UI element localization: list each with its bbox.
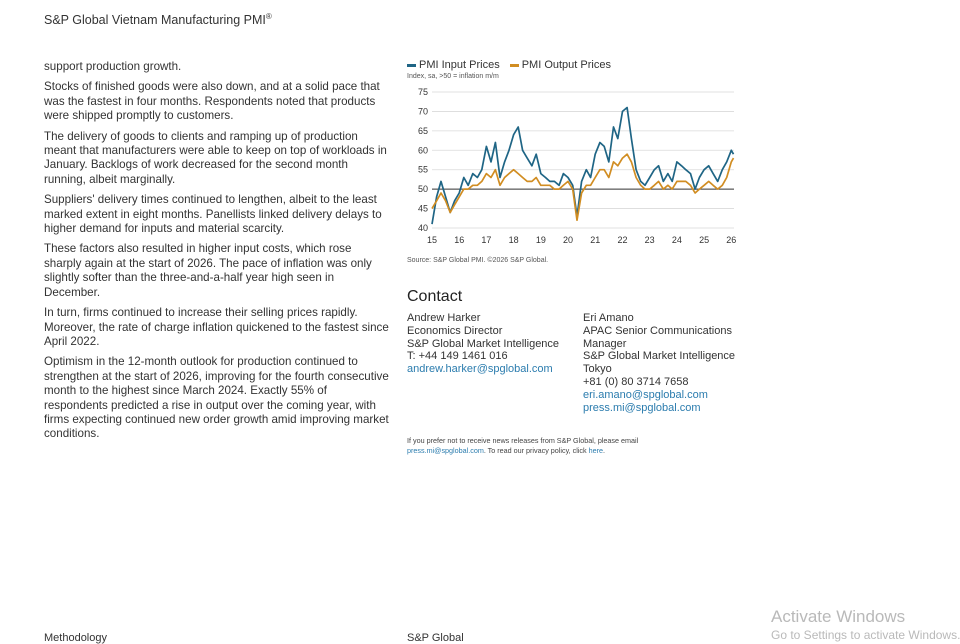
y-tick-label: 65	[417, 125, 428, 136]
x-tick-label: 20	[563, 235, 574, 245]
watermark-line: Go to Settings to activate Windows.	[771, 628, 960, 642]
contact-phone: +81 (0) 80 3714 7658	[583, 375, 689, 388]
y-tick-label: 70	[417, 106, 428, 117]
notice-text: . To read our privacy policy, click	[483, 445, 587, 455]
paragraph: Suppliers' delivery times continued to lengthen, albeit to the least marked extent in eight months. Panellists linked delivery delays to higher demand for inputs and material scarcity.	[44, 193, 382, 236]
series-line-input-prices	[432, 108, 734, 225]
x-tick-label: 24	[671, 235, 682, 245]
paragraph: In turn, firms continued to increase their selling prices rapidly. Moreover, the rate of charge inflation quickened to the fastest since April 2022.	[44, 306, 389, 348]
notice-email-link[interactable]: press.mi@spglobal.com	[407, 445, 484, 455]
privacy-policy-link[interactable]: here	[588, 445, 603, 455]
chart-legend	[407, 59, 611, 71]
y-tick-label: 60	[417, 145, 428, 156]
x-tick-label: 18	[508, 235, 519, 245]
chart-subtitle: Index, sa, >50 = inflation m/m	[407, 73, 499, 80]
x-tick-label: 15	[426, 235, 438, 245]
footer-sp-global: S&P Global	[407, 632, 464, 644]
contact-email-link[interactable]: eri.amano@spglobal.com	[583, 388, 708, 401]
registered-mark: ®	[265, 12, 272, 21]
contact-name: Eri Amano	[583, 312, 634, 324]
watermark-line: Activate Windows	[771, 607, 906, 626]
contact-card-eri-amano	[583, 312, 753, 414]
paragraph: The delivery of goods to clients and ramping up of production meant that manufacturers were able to keep on top of workloads in January. Backlogs of work decreased for the second month running, albeit marginally.	[44, 129, 387, 186]
page-title-text: S&P Global Vietnam Manufacturing PMI	[44, 13, 266, 28]
chart-source: Source: S&P Global PMI. ©2026 S&P Global.	[407, 257, 549, 264]
page-title	[44, 12, 272, 27]
x-tick-label: 26	[726, 235, 737, 245]
press-email-link[interactable]: press.mi@spglobal.com	[583, 401, 701, 414]
contact-company: S&P Global Market Intelligence	[407, 337, 560, 350]
contact-heading: Contact	[407, 288, 463, 305]
contact-title: APAC Senior Communications Manager	[583, 324, 732, 350]
series-line-output-prices	[432, 154, 734, 220]
y-tick-label: 55	[417, 164, 428, 175]
legend-item-output-prices	[510, 59, 611, 71]
notice-text: If you prefer not to receive news releases from S&P Global, please email	[407, 436, 639, 445]
notice-text: .	[603, 445, 605, 455]
article-body	[44, 60, 389, 448]
legend-swatch-output	[510, 64, 519, 67]
unsubscribe-notice	[407, 436, 737, 455]
contact-name: Andrew Harker	[407, 312, 481, 324]
x-tick-label: 23	[644, 235, 655, 245]
y-tick-label: 50	[417, 184, 428, 195]
x-tick-label: 25	[699, 235, 710, 245]
paragraph: support production growth.	[44, 60, 182, 73]
contact-title: Economics Director	[407, 324, 503, 337]
contact-phone: T: +44 149 1461 016	[407, 350, 508, 363]
x-tick-label: 16	[454, 235, 465, 245]
contact-location: Tokyo	[583, 363, 612, 376]
activate-windows-watermark	[771, 606, 960, 642]
legend-item-input-prices	[407, 59, 500, 71]
contact-email-link[interactable]: andrew.harker@spglobal.com	[407, 363, 553, 376]
y-tick-label: 40	[417, 223, 428, 233]
x-tick-label: 19	[535, 235, 546, 245]
legend-swatch-input	[407, 64, 416, 67]
x-tick-label: 21	[590, 235, 601, 245]
legend-label-input: PMI Input Prices	[419, 59, 500, 71]
paragraph: Optimism in the 12-month outlook for production continued to strengthen at the start of 2026, improving for the fourth consecutive month to the highest since March 2024. Exactly 55% of respondents predicted a rise in output over the coming year, with firms expecting continued new order growth amid improving market conditions.	[44, 355, 389, 441]
contact-card-andrew-harker	[407, 312, 577, 376]
paragraph: These factors also resulted in higher input costs, which rose sharply again at the start of 2026. The pace of inflation was only slightly softer than the three-and-a-half year high seen in December.	[44, 242, 372, 299]
y-tick-label: 45	[417, 203, 428, 214]
y-tick-label: 75	[417, 87, 428, 97]
paragraph: Stocks of finished goods were also down, and at a solid pace that was the fastest in four months. Respondents noted that products were shipped promptly to customers.	[44, 80, 380, 123]
pmi-prices-chart	[404, 84, 744, 256]
contact-company: S&P Global Market Intelligence	[583, 350, 736, 363]
legend-label-output: PMI Output Prices	[521, 59, 611, 71]
x-tick-label: 17	[481, 235, 492, 245]
x-tick-label: 22	[617, 235, 628, 245]
footer-methodology: Methodology	[44, 632, 107, 644]
